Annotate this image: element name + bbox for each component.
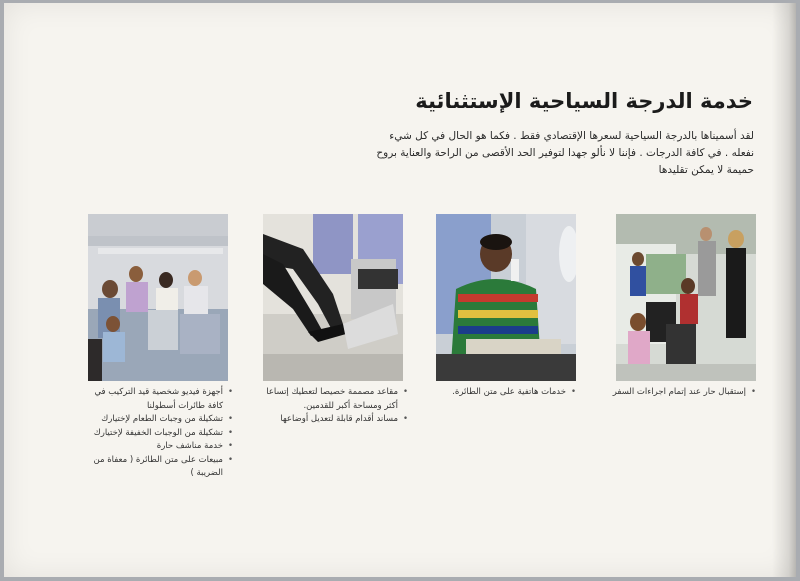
intro-paragraph: لقد أسميناها بالدرجة السياحية لسعرها الإقتصادي فقط . فكما هو الحال في كل شيء نفعله . في كافة الدرجات . فإننا لا نألو جهدا لتوفير الحد الأقصى من الراحة والعناية بروح حميمة لا يمكن تقليدها <box>376 130 754 176</box>
bullet-item: • خدمات هاتفية على متن الطائرة. <box>431 386 576 400</box>
entertainment-bullets <box>88 386 233 481</box>
bullet-item: • إستقبال حار عند إتمام اجراءات السفر <box>611 386 756 400</box>
bullet-item: • تشكيلة من الوجبات الخفيفة لإختيارك <box>88 427 233 441</box>
bullet-item: • مبيعات على متن الطائرة ( معفاة من الضريبة ) <box>88 454 233 481</box>
phone-passenger-photo <box>436 214 576 381</box>
page-fold-shadow <box>772 3 796 577</box>
brochure-page <box>4 3 796 577</box>
bullet-item: • أجهزة فيديو شخصية قيد التركيب في كافة طائرات أسطولنا <box>88 386 233 413</box>
page-title: خدمة الدرجة السياحية الإستثنائية <box>415 89 753 113</box>
reception-bullets <box>611 386 756 400</box>
bullet-item: • خدمة مناشف حارة <box>88 440 233 454</box>
phone-bullets <box>431 386 576 400</box>
checkin-photo <box>616 214 756 381</box>
bullet-item: • تشكيلة من وجبات الطعام لإختيارك <box>88 413 233 427</box>
legrest-photo <box>263 214 403 381</box>
bullet-item: • مساند أقدام قابلة لتعديل أوضاعها <box>263 413 408 427</box>
seating-bullets <box>263 386 408 427</box>
cabin-passengers-photo <box>88 214 228 381</box>
bullet-item: • مقاعد مصممة خصيصا لتعطيك إتساعا أكثر ومساحة أكبر للقدمين. <box>263 386 408 413</box>
